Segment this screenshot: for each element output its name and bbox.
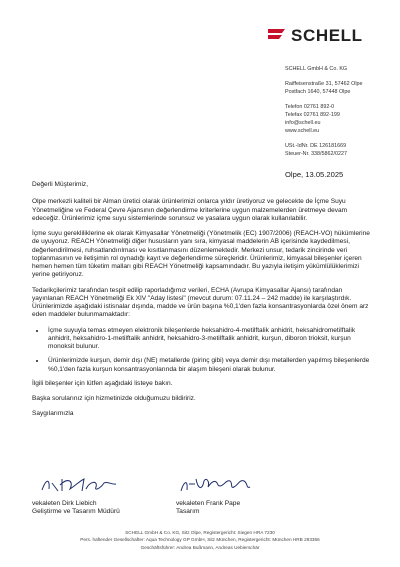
sender-fax: Telefax 02761 892-199	[285, 112, 340, 119]
closing: Saygılarımızla	[32, 410, 74, 418]
paragraph-reference: İlgili bileşenler için lütfen aşağıdaki listeye bakın.	[32, 379, 173, 387]
sender-address-line: Raiffeisenstraße 31, 57462 Olpe	[285, 81, 363, 88]
sender-vat-id: USt.-IdNr. DE 126181669	[285, 142, 347, 149]
letter-body	[32, 181, 372, 426]
paragraph-candidate-list: Tedarikçilerimiz tarafından tespit edilip raporladığımız verileri, ECHA (Avrupa Kimyasallar Ajansı) tarafından yayınlanan REACH Yönetmeliği Ek XIV "Aday listesi" (mevcut durum: 07.11.24 – 242 madde) ile karşılaştırdık. Ürünlerimizde aşağıdaki istisnalar dışında, madde ve ürün başına %0,1'den fazla konsantrasyonlarda özel önem arz eden maddeler bulunmamaktadır:	[32, 286, 369, 319]
exception-list	[32, 327, 372, 374]
sender-website[interactable]: www.schell.eu	[285, 127, 320, 134]
sender-phone: Telefon 02761 892-0	[285, 104, 335, 111]
sender-email[interactable]: info@schell.eu	[285, 119, 321, 126]
paragraph-intro: Olpe merkezli kaliteli bir Alman üretici olarak ürünlerimizi onlarca yıldır üretiyoruz ve gelecekte de İçme Suyu Yönetmeliğine ve Federal Çevre Ajansının değerlendirme kriterlerine uygun malzemelerden üretmeye devam edeceğiz. Ürünlerimiz içme suyu sistemlerinde sorunsuz ve yasalara uygun olarak kullanılabilir.	[32, 198, 348, 222]
sender-block	[285, 66, 397, 158]
signer-block	[32, 500, 120, 517]
signature-pape-icon	[178, 475, 253, 495]
footer-line: Geschäftsführer: Andrea Bußmann, Andreas Uebierschär	[140, 544, 260, 550]
footer-line: Pers. haftender Gesellschafter: Aqua Technology GP GmbH, Sitz München, Registergericht: München HRB 293366	[80, 537, 320, 543]
footer-line: SCHELL GmbH & Co. KG, Sitz Olpe, Registergericht: Siegen HRA 7230	[125, 530, 275, 535]
sender-address-line: Postfach 1640, 57448 Olpe	[285, 89, 351, 96]
paragraph-reach: İçme suyu gerekliliklerine ek olarak Kimyasallar Yönetmeliği (Yönetmelik (EC) 1907/2006) (REACH-VO) hükümlerine de uyuyoruz. REACH Yönetmeliği diğer hususların yanı sıra, kimyasal maddelerin AB içerisinde kaydedilmesi, değerlendirilmesi, ruhsatlandırılması ve kısıtlanmasını düzenlemektedir. Merkezi unsur, tedarik zincirinde veri toplanmasının ve iletişimin rol oynadığı kayıt ve değerlendirme süreçleridir. Ürünlerimiz, kimyasal bileşenler içeren hemen hemen tüm tüketim malları gibi REACH Yönetmeliği kapsamındadır. Bu yazıyla iletişim yükümlülüklerimizi yerine getiriyoruz.	[32, 230, 370, 279]
signer-role: Geliştirme ve Tasarım Müdürü	[32, 508, 120, 516]
company-footer	[0, 529, 400, 551]
logo-text: SCHELL	[291, 26, 363, 45]
list-item: • İçme suyuyla temas etmeyen elektronik bileşenlerde heksahidro-4-metilftalik anhidrit, heksahidrometilftalik anhidrit, heksahidro-1-metilftalik anhidrit, heksahidro-3-metilftalik anhidrit, kurşun, diboron trioksit, kurşun monoksit bulunur.	[46, 327, 372, 352]
schell-logo-mark-icon	[268, 27, 286, 45]
sender-company: SCHELL GmbH & Co. KG	[285, 66, 348, 72]
place-date: Olpe, 13.05.2025	[285, 170, 344, 179]
signer-name: vekaleten Dirk Liebich	[32, 500, 97, 507]
salutation: Değerli Müşterimiz,	[32, 181, 89, 188]
signer-role: Tasarım	[176, 508, 200, 516]
schell-logo	[268, 24, 383, 48]
signer-block	[176, 500, 240, 517]
sender-tax-number: Steuer-Nr. 338/5862/0227	[285, 150, 348, 157]
paragraph-service: Başka sorularınız için hizmetinizde olduğumuzu bildiririz.	[32, 395, 196, 402]
signature-liebich-icon	[38, 475, 118, 495]
list-item: • Ürünlerimizde kurşun, demir dışı (NE) metallerde (pirinç gibi) veya demir dışı metallerden yapılmış bileşenlerde %0,1'den fazla kurşun konsantrasyonlarında bir alaşım bileşeni olarak bulunur.	[46, 357, 372, 374]
signer-name: vekaleten Frank Pape	[176, 500, 241, 507]
